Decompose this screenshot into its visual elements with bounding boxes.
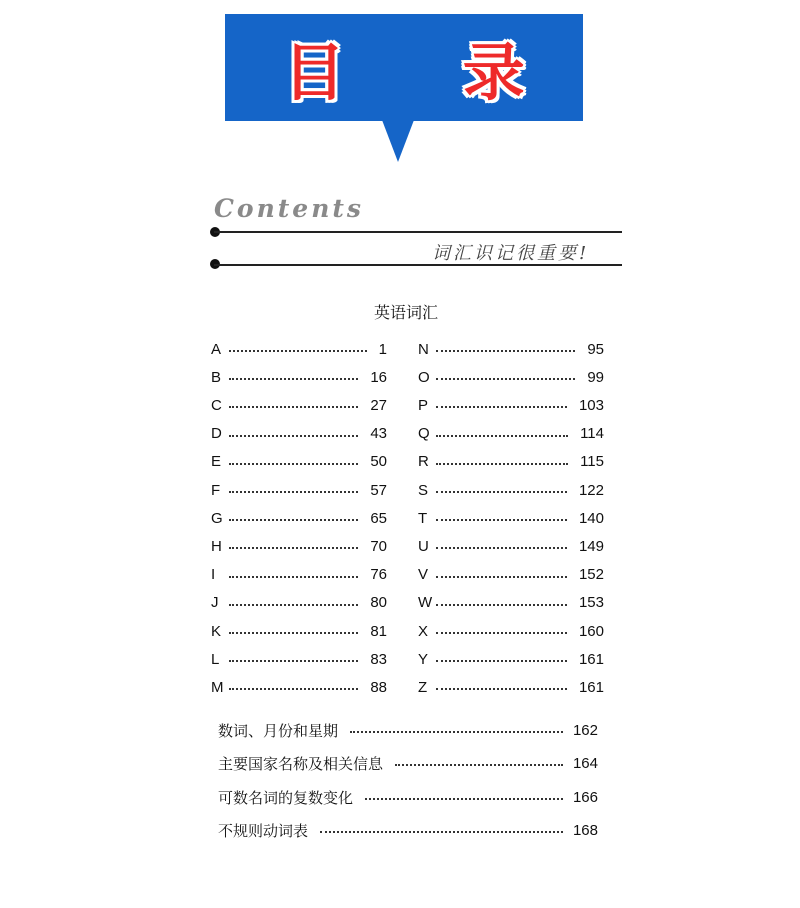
toc-entry-letter: U (418, 537, 429, 555)
toc-entry[interactable] (418, 592, 604, 614)
dot-leader (229, 463, 358, 465)
toc-entry-letter: E (211, 453, 222, 471)
dot-leader (229, 632, 358, 634)
dot-leader (229, 519, 358, 521)
toc-entry-letter: W (418, 594, 433, 612)
dot-leader (436, 576, 567, 578)
toc-entry-page: 160 (578, 622, 604, 640)
toc-entry-letter: X (418, 622, 429, 640)
toc-extra-title: 不规则动词表 (218, 821, 309, 840)
toc-entry[interactable] (418, 507, 604, 529)
toc-entry-page: 50 (370, 453, 387, 471)
toc-entry[interactable] (211, 620, 387, 642)
toc-entry-page: 149 (578, 537, 604, 555)
toc-entry-page: 152 (578, 566, 604, 584)
toc-entry-page: 27 (370, 396, 387, 414)
toc-entry-letter: F (211, 481, 221, 499)
contents-heading: Contents (214, 194, 365, 223)
toc-extra-page: 162 (572, 721, 598, 739)
toc-entry-letter: N (418, 340, 429, 358)
dot-leader (436, 547, 567, 549)
dot-leader (229, 576, 358, 578)
toc-extra-entry[interactable] (218, 751, 598, 775)
toc-entry-page: 57 (370, 481, 387, 499)
dot-leader (436, 519, 567, 521)
dot-leader (229, 406, 358, 408)
toc-extra-title: 主要国家名称及相关信息 (218, 754, 384, 773)
toc-entry-page: 65 (370, 509, 387, 527)
dot-leader (436, 463, 568, 465)
dot-leader (395, 764, 563, 766)
title-banner (225, 14, 583, 121)
dot-leader (229, 547, 358, 549)
toc-entry-letter: K (211, 622, 222, 640)
toc-entry[interactable] (211, 366, 387, 388)
toc-entry-letter: R (418, 453, 429, 471)
toc-entry-letter: Q (418, 425, 430, 443)
toc-extra-entry[interactable] (218, 785, 598, 809)
toc-entry-page: 80 (370, 594, 387, 612)
toc-entry[interactable] (418, 648, 604, 670)
toc-entry[interactable] (211, 592, 387, 614)
toc-entry[interactable] (418, 366, 604, 388)
toc-entry-page: 95 (587, 340, 604, 358)
toc-entry-letter: T (418, 509, 428, 527)
toc-extra-entry[interactable] (218, 818, 598, 842)
toc-entry-letter: B (211, 368, 222, 386)
toc-entry-letter: D (211, 425, 222, 443)
dot-leader (320, 831, 563, 833)
section-title: 英语词汇 (373, 303, 438, 322)
toc-extra-page: 168 (572, 821, 598, 839)
dot-leader (436, 491, 567, 493)
dot-leader (436, 632, 567, 634)
toc-entry-letter: Y (418, 650, 429, 668)
toc-entry[interactable] (211, 676, 387, 698)
rule-top (214, 231, 622, 233)
toc-entry-letter: C (211, 396, 222, 414)
toc-entry-letter: A (211, 340, 222, 358)
toc-entry-page: 76 (370, 566, 387, 584)
toc-extra-title: 可数名词的复数变化 (218, 788, 354, 807)
dot-leader (436, 688, 567, 690)
dot-leader (229, 660, 358, 662)
toc-entry-letter: P (418, 396, 429, 414)
toc-entry-page: 1 (378, 340, 387, 358)
toc-entry-page: 81 (370, 622, 387, 640)
toc-entry-letter: Z (418, 678, 428, 696)
toc-entry[interactable] (418, 620, 604, 642)
dot-leader (229, 435, 358, 437)
toc-entry[interactable] (211, 535, 387, 557)
slogan: 词汇识记很重要! (432, 243, 590, 264)
toc-entry[interactable] (211, 451, 387, 473)
dot-leader (229, 350, 367, 352)
toc-entry[interactable] (418, 535, 604, 557)
toc-entry-page: 115 (580, 453, 604, 471)
dot-leader (229, 604, 358, 606)
toc-entry-page: 153 (578, 594, 604, 612)
toc-entry[interactable] (418, 479, 604, 501)
toc-entry[interactable] (418, 338, 604, 360)
toc-entry[interactable] (211, 564, 387, 586)
toc-entry-page: 140 (578, 509, 604, 527)
toc-entry[interactable] (211, 394, 387, 416)
toc-entry-letter: I (211, 566, 216, 584)
dot-leader (350, 731, 563, 733)
toc-entry[interactable] (418, 394, 604, 416)
toc-entry-page: 83 (370, 650, 387, 668)
dot-leader (436, 378, 575, 380)
toc-entry-page: 99 (587, 368, 604, 386)
toc-extra-entry[interactable] (218, 718, 598, 742)
toc-entry[interactable] (211, 479, 387, 501)
dot-leader (436, 406, 567, 408)
toc-entry-page: 88 (370, 678, 387, 696)
toc-entry-page: 16 (370, 368, 387, 386)
toc-entry-letter: O (418, 368, 430, 386)
toc-entry[interactable] (418, 423, 604, 445)
rule-bottom (214, 264, 622, 266)
toc-entry[interactable] (211, 507, 387, 529)
toc-entry-page: 161 (578, 650, 604, 668)
toc-entry-page: 70 (370, 537, 387, 555)
toc-entry[interactable] (418, 676, 604, 698)
toc-entry-letter: M (211, 678, 224, 696)
dot-leader (436, 604, 567, 606)
toc-entry-page: 103 (578, 396, 604, 414)
toc-entry-letter: J (211, 594, 219, 612)
toc-entry[interactable] (418, 451, 604, 473)
toc-entry-page: 122 (578, 481, 604, 499)
toc-entry-letter: V (418, 566, 429, 584)
toc-entry-letter: G (211, 509, 223, 527)
toc-entry-letter: H (211, 537, 222, 555)
toc-entry[interactable] (418, 564, 604, 586)
dot-leader (436, 660, 567, 662)
dot-leader (436, 435, 568, 437)
dot-leader (436, 350, 575, 352)
dot-leader (229, 491, 358, 493)
dot-leader (229, 378, 358, 380)
toc-entry-page: 43 (370, 425, 387, 443)
toc-extra-title: 数词、月份和星期 (218, 721, 339, 740)
toc-entry[interactable] (211, 338, 387, 360)
page-title: 目 录 (283, 36, 573, 109)
toc-extra-page: 164 (572, 754, 598, 772)
dot-leader (229, 688, 358, 690)
toc-entry-letter: S (418, 481, 429, 499)
toc-entry[interactable] (211, 648, 387, 670)
toc-entry-letter: L (211, 650, 220, 668)
toc-extra-page: 166 (572, 788, 598, 806)
toc-entry-page: 114 (580, 425, 604, 443)
toc-entry[interactable] (211, 423, 387, 445)
banner-pointer (382, 120, 414, 162)
dot-leader (365, 798, 563, 800)
toc-entry-page: 161 (578, 678, 604, 696)
